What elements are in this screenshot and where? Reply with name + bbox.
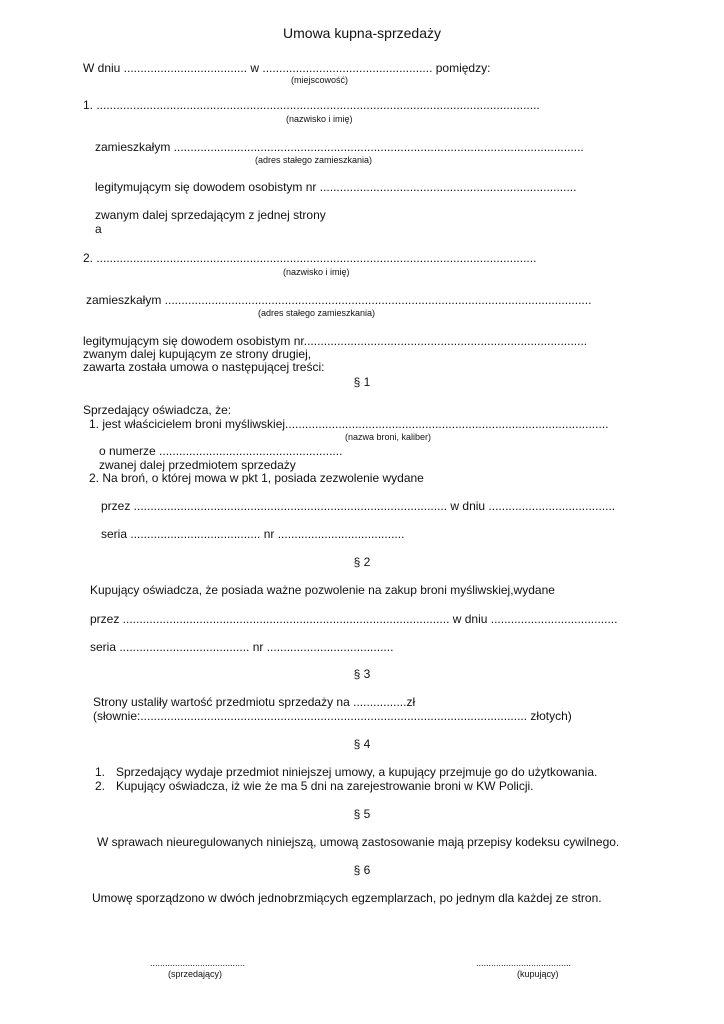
document-title: Umowa kupna-sprzedaży [283, 25, 441, 41]
section-2-heading: § 2 [353, 555, 371, 569]
contract-concluded-line: zawarta została umowa o następującej treści: [83, 360, 325, 374]
party1-id-line: legitymującym się dowodem osobistym nr ............................................................................. [95, 180, 577, 194]
conjunction-a: a [95, 222, 102, 236]
section-2-issued-by-line: przez .................................................................................................. w dniu ...................................... [90, 612, 618, 626]
section-3-words-line: (słownie:.................................................................................................................... złotych) [93, 709, 572, 723]
section-2-series-line: seria ....................................... nr ...................................... [90, 640, 394, 654]
section-4-heading: § 4 [353, 737, 371, 751]
section-1-series-line: seria ....................................... nr ...................................... [101, 527, 405, 541]
buyer-signature-line: ...................................... [476, 958, 572, 968]
object-of-sale-line: zwanej dalej przedmiotem sprzedaży [99, 458, 296, 472]
party1-role-line: zwanym dalej sprzedającym z jednej strony [95, 208, 326, 222]
date-place-line: W dniu ..................................... w ................................................... pomiędzy: [83, 61, 491, 75]
section-1-item-1: 1. jest właścicielem broni myśliwskiej................................................................................................. [89, 417, 609, 431]
party2-id-line: legitymującym się dowodem osobistym nr..................................................................................... [83, 334, 588, 348]
weapon-number-line: o numerze ....................................................... [99, 444, 343, 458]
section-4-item-1-number: 1. [95, 765, 106, 779]
party1-name-hint: (nazwisko i imię) [286, 114, 353, 124]
section-4-item-2-text: Kupujący oświadcza, iż wie że ma 5 dni na zarejestrowanie broni w KW Policji. [116, 779, 534, 793]
section-6-heading: § 6 [353, 863, 371, 877]
section-1-issued-by-line: przez .............................................................................................. w dniu ...................................... [101, 499, 616, 513]
section-5-heading: § 5 [353, 807, 371, 821]
party2-address-line: zamieszkałym ................................................................................................................................ [86, 293, 592, 307]
party2-role-line: zwanym dalej kupującym ze strony drugiej, [83, 347, 312, 361]
section-6-text: Umowę sporządzono w dwóch jednobrzmiących egzemplarzach, po jednym dla każdej ze stron. [92, 891, 602, 905]
seller-signature-line: ...................................... [150, 958, 246, 968]
party2-name-hint: (nazwisko i imię) [283, 267, 350, 277]
section-3-price-line: Strony ustaliły wartość przedmiotu sprzedaży na ................zł [93, 695, 416, 709]
party2-name-line: 2. .................................................................................................................................... [83, 251, 537, 265]
party1-address-hint: (adres stałego zamieszkania) [255, 155, 373, 165]
buyer-signature-label: (kupujący) [517, 969, 559, 979]
section-4-item-1-text: Sprzedający wydaje przedmiot niniejszej umowy, a kupujący przejmuje go do użytkowania. [116, 765, 598, 779]
section-4-item-2-number: 2. [95, 779, 106, 793]
weapon-hint: (nazwa broni, kaliber) [345, 432, 432, 442]
place-hint: (miejscowość) [291, 75, 349, 85]
party2-address-hint: (adres stałego zamieszkania) [258, 308, 376, 318]
section-3-heading: § 3 [353, 667, 371, 681]
section-1-lead: Sprzedający oświadcza, że: [83, 403, 232, 417]
party1-address-line: zamieszkałym ........................................................................................................................... [95, 140, 584, 154]
section-5-text: W sprawach nieuregulowanych niniejszą, umową zastosowanie mają przepisy kodeksu cywilnego. [97, 835, 620, 849]
section-1-item-2: 2. Na broń, o której mowa w pkt 1, posiada zezwolenie wydane [89, 471, 424, 485]
section-1-heading: § 1 [353, 375, 371, 389]
party1-name-line: 1. ..................................................................................................................................... [83, 98, 540, 112]
section-2-text: Kupujący oświadcza, że posiada ważne pozwolenie na zakup broni myśliwskiej,wydane [90, 583, 555, 597]
seller-signature-label: (sprzedający) [168, 969, 223, 979]
